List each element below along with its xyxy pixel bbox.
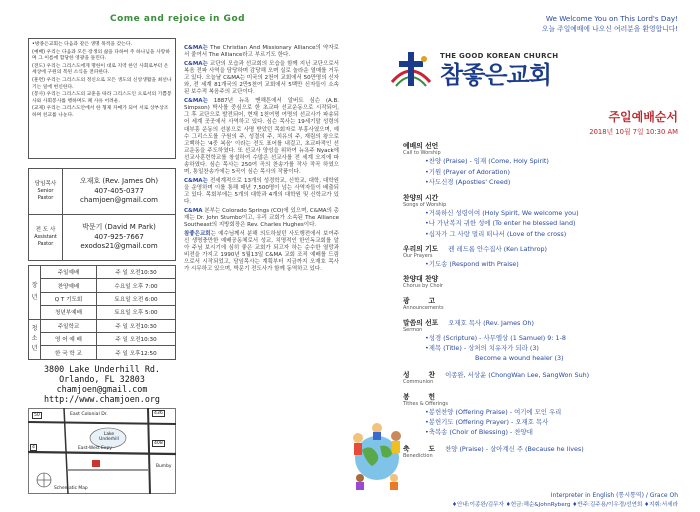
mission-line: (예배) 우리는 다음과 모든 장생의 삶을 다하여 주 하나님을 사랑하며 그 이름에 합당한 영광을 돌린다. bbox=[32, 49, 170, 62]
staff-role bbox=[29, 169, 63, 215]
section-title-en: Sermon bbox=[403, 327, 423, 333]
schedule-name: 주일학교 bbox=[41, 319, 97, 332]
schedule-row bbox=[29, 292, 176, 305]
church-name-en: THE GOOD KOREAN CHURCH bbox=[440, 52, 559, 60]
mission-statement bbox=[28, 38, 176, 159]
order-item: •사도신경 (Apostles' Creed) bbox=[425, 178, 511, 186]
order-item: •봉헌기도 (Offering Prayer) - 오재호 목사 bbox=[425, 418, 549, 426]
map-label-lake: Lake Underhill bbox=[99, 432, 119, 442]
staff-row bbox=[29, 215, 176, 261]
map-route-436: 436 bbox=[154, 411, 163, 416]
schedule-row bbox=[29, 346, 176, 359]
map-route-408: 408 bbox=[154, 441, 163, 446]
schedule-name: 영 어 예 배 bbox=[41, 332, 97, 345]
schedule-name: Q T 기도회 bbox=[41, 292, 97, 305]
order-section bbox=[403, 192, 678, 240]
order-item: •기도송 (Respond with Praise) bbox=[425, 260, 519, 268]
schedule-table bbox=[28, 265, 176, 360]
children-globe-icon bbox=[348, 420, 406, 490]
history-text: 1887년 뉴욕 맨해튼에서 알버트 심슨 (A.B. Simpson) 박사를 중심으로 한 초교파 선교운동으로 시작되어, 그 후 교단으로 발전되어, 현재 1천여명 여명의 선교사가 파송되어 세계 곳곳에서 사역하고 있다. 심슨 목사는 19세기말 성령의 대부흥 운동의 선봉으로 사명 받았던 목회자로 부흥사였으며, 예수 그리스도를 구원의 주, 성결의 주, 치유의 주, 재림의 왕으로 고백하는 '4중 복음' 이라는 전도 표어를 내걸고, 초교파적인 선교운동을 주도하였다. 또 선교사 양성을 위하여 뉴욕주 Nyack에 선교사훈련학교를 창설하여 수많은 선교사를 전 세계 오지에 파송하였다. 심슨 목사는 250여 곡의 찬송가를 작사 작곡 하였으며, 통일찬송가에는 5곡이 심슨 목사의 작품이다. bbox=[184, 98, 339, 175]
service-title: 주일예배순서 bbox=[608, 110, 678, 124]
history-lead: 참좋은교회 bbox=[184, 231, 211, 238]
history-lead: C&MA는 bbox=[184, 177, 208, 184]
schedule-group: 청 소 년 bbox=[29, 319, 41, 359]
section-title-ko: 찬양대 찬양 bbox=[403, 275, 439, 283]
schedule-name: 청년부예배 bbox=[41, 306, 97, 319]
section-lead: 오재호 목사 (Rev. James Oh) bbox=[448, 319, 534, 327]
role-en: Assistant Pastor bbox=[34, 234, 57, 247]
left-motto: Come and rejoice in God bbox=[110, 14, 246, 24]
history-text: 전세계적으로 13개의 성경학교, 신학교, 대학, 대학원을 운영하며 이를 통해 매년 7,500명이 넘는 사역자들이 배출되고 있다. 목회부에는 5개의 대학과 4개의 대학원 및 신학교가 있다. bbox=[184, 177, 339, 205]
order-section bbox=[403, 317, 678, 363]
history-column bbox=[184, 45, 339, 485]
address-block bbox=[28, 364, 176, 404]
staff-contact bbox=[63, 215, 176, 261]
mission-line: (봉사) 우리는 그리스도의 교훈을 따라 그리스도인 으로서의 기쁨봉사와 사회봉사를 행하며도 폐 사유 어려운. bbox=[32, 92, 172, 104]
schedule-name: 찬양예배 bbox=[41, 279, 97, 292]
mission-line: (전도) 우리는 그리스도에게 명한이 대로 지역 한인 사회로부터 온 세상에 구원의 복된 소식을 전파한다. bbox=[32, 63, 169, 76]
schedule-time: 주 일 오전10:30 bbox=[97, 266, 176, 279]
welcome-ko: 오늘 주일예배에 나오신 여러분을 환영합니다! bbox=[541, 25, 678, 33]
order-item: •십자가 그 사랑 멀리 떠나서 (Love of the cross) bbox=[425, 229, 567, 238]
cross-logo-icon bbox=[388, 50, 434, 92]
order-section bbox=[403, 369, 678, 385]
map-route-50: 50 bbox=[34, 413, 40, 418]
mission-line: •방종은교회는 다음과 같은 생명 목적을 갖는다. bbox=[32, 42, 133, 47]
section-title-en: Call to Worship bbox=[403, 150, 441, 156]
service-date: 2018년 10월 7일 10:30 AM bbox=[589, 128, 678, 136]
map-route-4: 4 bbox=[32, 445, 35, 450]
order-section bbox=[403, 391, 678, 437]
volunteer-credits: ♦안내:이종완/김무자 ♦헌금:해순&JohnRyberg ♦반주:김주용/이우경/선연희 ♦지휘:서세라 bbox=[451, 502, 678, 508]
order-item: •나 가난복지 귀한 성에 (To enter he blessed land) bbox=[425, 219, 576, 227]
order-item: •거룩하신 성령이여 (Holy Spirit, We welcome you) bbox=[425, 208, 579, 217]
role-ko: 담임목사 bbox=[34, 181, 57, 187]
order-section bbox=[403, 273, 678, 289]
church-logo bbox=[388, 50, 618, 92]
address-line: 3800 Lake Underhill Rd. bbox=[44, 363, 160, 374]
schedule-time: 주 일 오후12:50 bbox=[97, 346, 176, 359]
map-label-expressway: East-West Expy. bbox=[78, 446, 113, 451]
history-text: The Christian And Missionary Alliance의 약자로서 줄여서 The Alliance라고 부르기도 한다. bbox=[184, 45, 339, 59]
order-item: •봉헌찬양 (Offering Praise) - 여기에 모인 우리 bbox=[425, 408, 562, 416]
section-title-ko: 우리의 기도 bbox=[403, 245, 439, 253]
map-label-colonial: East Colonial Dr. bbox=[70, 412, 108, 417]
church-name-ko: 참좋은교회 bbox=[440, 61, 551, 89]
history-paragraph bbox=[184, 98, 339, 176]
section-title-en: Songs of Worship bbox=[403, 201, 447, 208]
website-link[interactable]: http://www.chamjoen.org bbox=[44, 393, 160, 404]
history-lead: C&MA는 bbox=[184, 45, 208, 51]
mission-line: (훈련) 우리는 그리스도의 정신으로 모든 생도의 신앙생활을 최선나기는 일에 헌신한다. bbox=[32, 77, 172, 90]
section-lead: 켄 레드롭 안수집사 (Ken Lathrop) bbox=[448, 245, 548, 253]
welcome-en: We Welcome You on This Lord's Day! bbox=[545, 14, 678, 23]
section-title-ko: 성 찬 bbox=[403, 371, 436, 379]
history-text: 본부는 Colorado Springs (CO)에 있으며, C&MA의 총재는 Dr. John Stumbo이고, 우리 교회가 소속된 The Alliance Southeast의 지방회장은 Rev. Charles Hughes이다. bbox=[184, 208, 339, 229]
schedule-name: 한 국 학 교 bbox=[41, 346, 97, 359]
schedule-group: 장 년 bbox=[29, 266, 41, 320]
history-lead: C&MA bbox=[184, 208, 203, 215]
section-title-en: Benediction bbox=[403, 453, 433, 459]
staff-role bbox=[29, 215, 63, 261]
history-paragraph bbox=[184, 45, 339, 59]
role-ko: 전 도 사 bbox=[35, 227, 56, 233]
children-illustration bbox=[348, 420, 406, 490]
order-section bbox=[403, 140, 678, 188]
history-text: 는 예수님께서 분해 의도하셨던 사도행전에서 보여주신 생명충만한 예배공동체로서 성교, 치명적인 한인독교회를 알아 주님 보시기에 심히 좋은 교회가 되고자 하는 순수한 열망과 비전을 가지고 1990년 5월13일 C&MA 교회 조직 예배를 드림으로서 시작되었고, 담임목사는 계획부터 지금까지 오재호 목사가 시무하고 있으며, 박문기 전도사가 함께 동역하고 있다. bbox=[184, 231, 339, 273]
section-title-ko: 말씀의 선포 bbox=[403, 319, 439, 327]
history-paragraph bbox=[184, 178, 339, 206]
section-title-ko: 예배의 선언 bbox=[403, 142, 439, 150]
section-title-en: Tithes & Offerings bbox=[403, 401, 449, 407]
section-title-en: Our Prayers bbox=[403, 253, 433, 259]
section-title-en: Chorus by Choir bbox=[403, 283, 444, 289]
history-text: 교단의 모습과 선교회의 모습을 함께 지닌 교단으로서 복음 전파 사역을 담당하며 감당해 오며 실로 놀라운 열매를 거두고 있다. 오늘날 C&MA는 미국의 2천여 교회에서 50만명의 신자와, 전 세계 81개국의 2만5천여 교회에서 5백만 신자들이 소속된 보수적 복음주의 교단이다. bbox=[184, 61, 339, 96]
schedule-row bbox=[29, 266, 176, 279]
staff-contact bbox=[63, 169, 176, 215]
schedule-time: 토요일 오후 5:00 bbox=[97, 306, 176, 319]
schematic-map bbox=[28, 408, 176, 494]
order-item: •제목 (Title) - 상처의 치유자가 되라 (3) bbox=[425, 344, 539, 352]
section-lead: 찬양 (Praise) - 살아계신 주 (Because he lives) bbox=[445, 445, 584, 453]
history-lead: C&MA는 bbox=[184, 61, 208, 68]
schedule-time: 토요일 오전 6:00 bbox=[97, 292, 176, 305]
staff-name: 박문기 (David M Park) bbox=[82, 223, 156, 232]
map-drawing bbox=[28, 408, 176, 494]
role-en: Senior Pastor bbox=[37, 188, 54, 201]
order-section bbox=[403, 243, 678, 269]
order-item: •기원 (Prayer of Adoration) bbox=[425, 167, 510, 176]
order-item: •축복송 (Choir of Blessing) - 찬양대 bbox=[425, 428, 533, 436]
schedule-row bbox=[29, 332, 176, 345]
staff-row bbox=[29, 169, 176, 215]
schedule-name: 주일예배 bbox=[41, 266, 97, 279]
order-item: •성경 (Scripture) - 사무엘상 (1 Samuel) 9: 1-8 bbox=[425, 334, 566, 342]
mission-line: (교제) 우리는 그리스도안에서 한 형제 자매가 되어 서로 상부상조하며 친교를 나눈다. bbox=[32, 106, 169, 118]
order-of-worship bbox=[403, 140, 678, 459]
staff-phone: 407-405-0377 bbox=[94, 186, 144, 195]
map-label-bumby: Bumby bbox=[156, 464, 172, 469]
history-lead: C&MA는 bbox=[184, 98, 208, 105]
order-section bbox=[403, 443, 678, 459]
section-title-en: Announcements bbox=[403, 305, 444, 311]
schedule-row bbox=[29, 319, 176, 332]
history-paragraph bbox=[184, 231, 339, 273]
staff-email[interactable]: chamjoen@gmail.com bbox=[80, 196, 158, 205]
order-section bbox=[403, 295, 678, 311]
section-title-ko: 축 도 bbox=[403, 445, 436, 453]
schedule-time: 주 일 오전10:30 bbox=[97, 332, 176, 345]
map-label-schematic: Schematic Map bbox=[54, 486, 88, 491]
order-item: •찬양 (Praise) - 임재 (Come, Holy Spirit) bbox=[425, 157, 549, 165]
contact-email[interactable]: chamjoen@gmail.com bbox=[56, 383, 148, 394]
schedule-time: 수요일 오후 7:00 bbox=[97, 279, 176, 292]
section-title-ko: 찬양의 시간 bbox=[403, 193, 439, 202]
staff-email[interactable]: exodos21@gmail.com bbox=[80, 242, 158, 251]
interpreter-note: Interpreter in English (통시통역) / Grace Oh bbox=[550, 492, 678, 499]
address-line: Orlando, FL 32803 bbox=[59, 373, 145, 384]
history-paragraph bbox=[184, 208, 339, 229]
history-paragraph bbox=[184, 61, 339, 96]
staff-table bbox=[28, 168, 176, 261]
section-title-ko: 봉 헌 bbox=[403, 393, 436, 401]
schedule-row bbox=[29, 279, 176, 292]
section-title-ko: 광 고 bbox=[403, 297, 436, 305]
staff-phone: 407-925-7667 bbox=[94, 232, 144, 241]
order-item: Become a wound healer (3) bbox=[475, 354, 564, 362]
section-lead: 이종완, 서상윤 (ChongWan Lee, SangWon Suh) bbox=[445, 371, 590, 379]
staff-name: 오재호 (Rev. James Oh) bbox=[79, 177, 159, 186]
schedule-row bbox=[29, 306, 176, 319]
section-title-en: Communion bbox=[403, 379, 434, 385]
schedule-time: 주 일 오전10:30 bbox=[97, 319, 176, 332]
